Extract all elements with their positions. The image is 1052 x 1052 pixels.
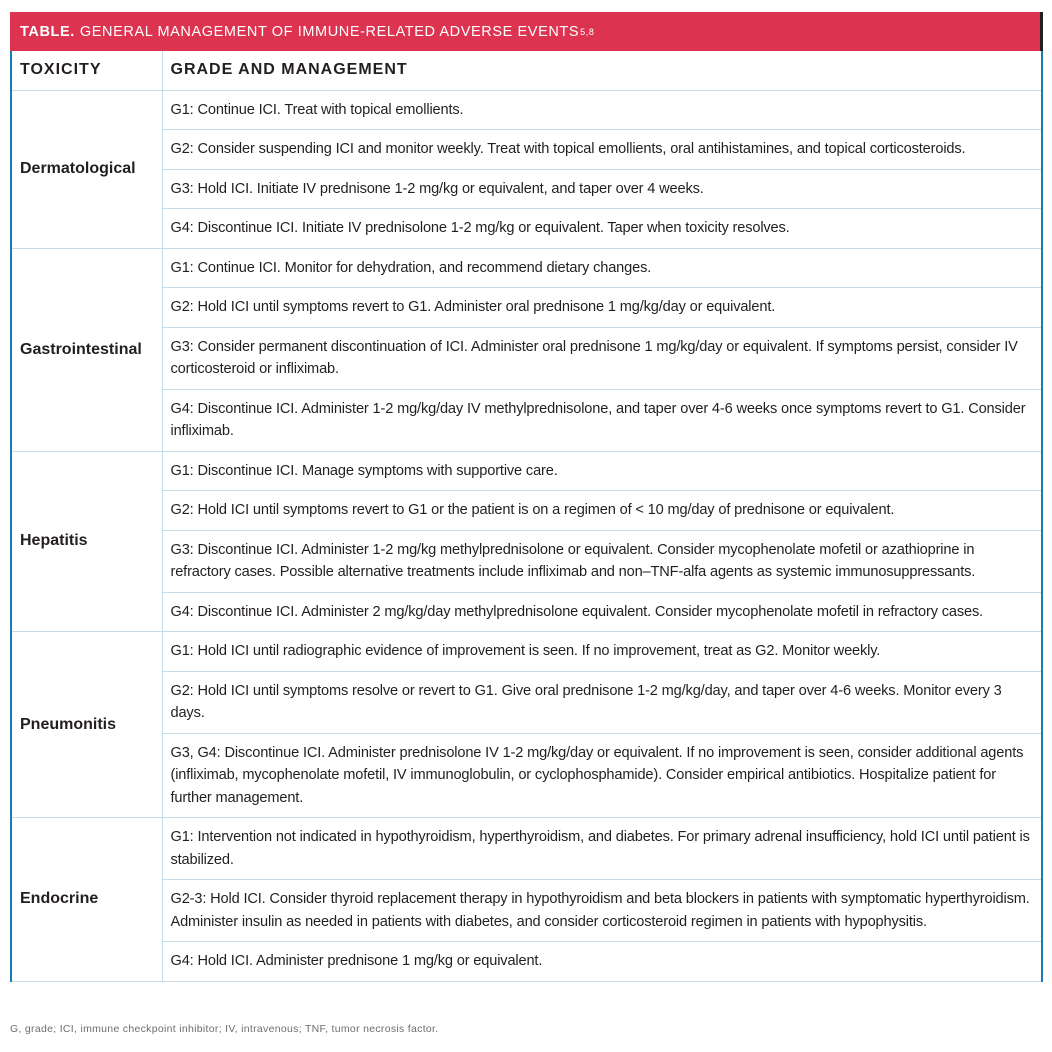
grade-cell: G2: Consider suspending ICI and monitor weekly. Treat with topical emollients, oral antihistamines, and topical corticosteroids. bbox=[162, 130, 1041, 170]
toxicity-cell-hepatitis: Hepatitis bbox=[12, 451, 162, 632]
grade-cell: G3: Hold ICI. Initiate IV prednisone 1-2 mg/kg or equivalent, and taper over 4 weeks. bbox=[162, 169, 1041, 209]
table-row bbox=[12, 530, 1041, 592]
table-row bbox=[12, 327, 1041, 389]
table-row bbox=[12, 451, 1041, 491]
table-row bbox=[12, 130, 1041, 170]
table-row bbox=[12, 818, 1041, 880]
table-title-text: GENERAL MANAGEMENT OF IMMUNE-RELATED ADVERSE EVENTS bbox=[79, 23, 580, 40]
toxicity-cell-endocrine: Endocrine bbox=[12, 818, 162, 982]
grade-cell: G1: Intervention not indicated in hypothyroidism, hyperthyroidism, and diabetes. For primary adrenal insufficiency, hold ICI until patient is stabilized. bbox=[162, 818, 1041, 880]
table-title-refs: 5,8 bbox=[580, 26, 595, 37]
table-row bbox=[12, 90, 1041, 130]
table-row bbox=[12, 491, 1041, 531]
grade-cell: G1: Discontinue ICI. Manage symptoms with supportive care. bbox=[162, 451, 1041, 491]
table-row bbox=[12, 169, 1041, 209]
grade-cell: G4: Discontinue ICI. Administer 2 mg/kg/day methylprednisolone equivalent. Consider mycophenolate mofetil in refractory cases. bbox=[162, 592, 1041, 632]
table-row bbox=[12, 288, 1041, 328]
grade-cell: G4: Discontinue ICI. Initiate IV prednisolone 1-2 mg/kg or equivalent. Taper when toxicity resolves. bbox=[162, 209, 1041, 249]
grade-cell: G2-3: Hold ICI. Consider thyroid replacement therapy in hypothyroidism and beta blockers in patients with symptomatic hyperthyroidism. Administer insulin as needed in patients with diabetes, and consider corticosteroid regimen in patients with hypophysitis. bbox=[162, 880, 1041, 942]
grade-cell: G3, G4: Discontinue ICI. Administer prednisolone IV 1-2 mg/kg/day or equivalent. If no improvement is seen, consider additional agents (infliximab, mycophenolate mofetil, IV immunoglobulin, or cyclophosphamide). Consider empirical antibiotics. Hospitalize patient for further management. bbox=[162, 733, 1041, 818]
table-row bbox=[12, 671, 1041, 733]
table-row bbox=[12, 389, 1041, 451]
table-row bbox=[12, 942, 1041, 982]
grade-cell: G4: Discontinue ICI. Administer 1-2 mg/kg/day IV methylprednisolone, and taper over 4-6 weeks once symptoms revert to G1. Consider infliximab. bbox=[162, 389, 1041, 451]
grade-cell: G1: Continue ICI. Treat with topical emollients. bbox=[162, 90, 1041, 130]
table-title-lead: TABLE. bbox=[20, 23, 75, 40]
table-row bbox=[12, 733, 1041, 818]
management-table bbox=[10, 51, 1043, 982]
table-row bbox=[12, 248, 1041, 288]
table-header-row bbox=[12, 51, 1041, 90]
toxicity-cell-dermatological: Dermatological bbox=[12, 90, 162, 248]
table-row bbox=[12, 880, 1041, 942]
table-row bbox=[12, 592, 1041, 632]
table-footnote: G, grade; ICI, immune checkpoint inhibitor; IV, intravenous; TNF, tumor necrosis factor. bbox=[10, 1023, 439, 1035]
grade-cell: G1: Hold ICI until radiographic evidence of improvement is seen. If no improvement, treat as G2. Monitor weekly. bbox=[162, 632, 1041, 672]
grade-cell: G3: Discontinue ICI. Administer 1-2 mg/kg methylprednisolone or equivalent. Consider mycophenolate mofetil or azathioprine in refractory cases. Possible alternative treatments include infliximab and non–TNF-alfa agents as systemic immunosuppressants. bbox=[162, 530, 1041, 592]
grade-cell: G1: Continue ICI. Monitor for dehydration, and recommend dietary changes. bbox=[162, 248, 1041, 288]
grade-cell: G3: Consider permanent discontinuation of ICI. Administer oral prednisone 1 mg/kg/day or equivalent. If symptoms persist, consider IV corticosteroid or infliximab. bbox=[162, 327, 1041, 389]
grade-cell: G2: Hold ICI until symptoms revert to G1. Administer oral prednisone 1 mg/kg/day or equivalent. bbox=[162, 288, 1041, 328]
grade-cell: G2: Hold ICI until symptoms resolve or revert to G1. Give oral prednisone 1-2 mg/kg/day, and taper over 4-6 weeks. Monitor every 3 days. bbox=[162, 671, 1041, 733]
toxicity-cell-pneumonitis: Pneumonitis bbox=[12, 632, 162, 818]
column-header-toxicity: TOXICITY bbox=[12, 51, 162, 90]
table-row bbox=[12, 632, 1041, 672]
grade-cell: G4: Hold ICI. Administer prednisone 1 mg/kg or equivalent. bbox=[162, 942, 1041, 982]
table-row bbox=[12, 209, 1041, 249]
column-header-grade-management: GRADE AND MANAGEMENT bbox=[162, 51, 1041, 90]
toxicity-cell-gastrointestinal: Gastrointestinal bbox=[12, 248, 162, 451]
table-title bbox=[10, 12, 1043, 51]
grade-cell: G2: Hold ICI until symptoms revert to G1 or the patient is on a regimen of < 10 mg/day of prednisone or equivalent. bbox=[162, 491, 1041, 531]
